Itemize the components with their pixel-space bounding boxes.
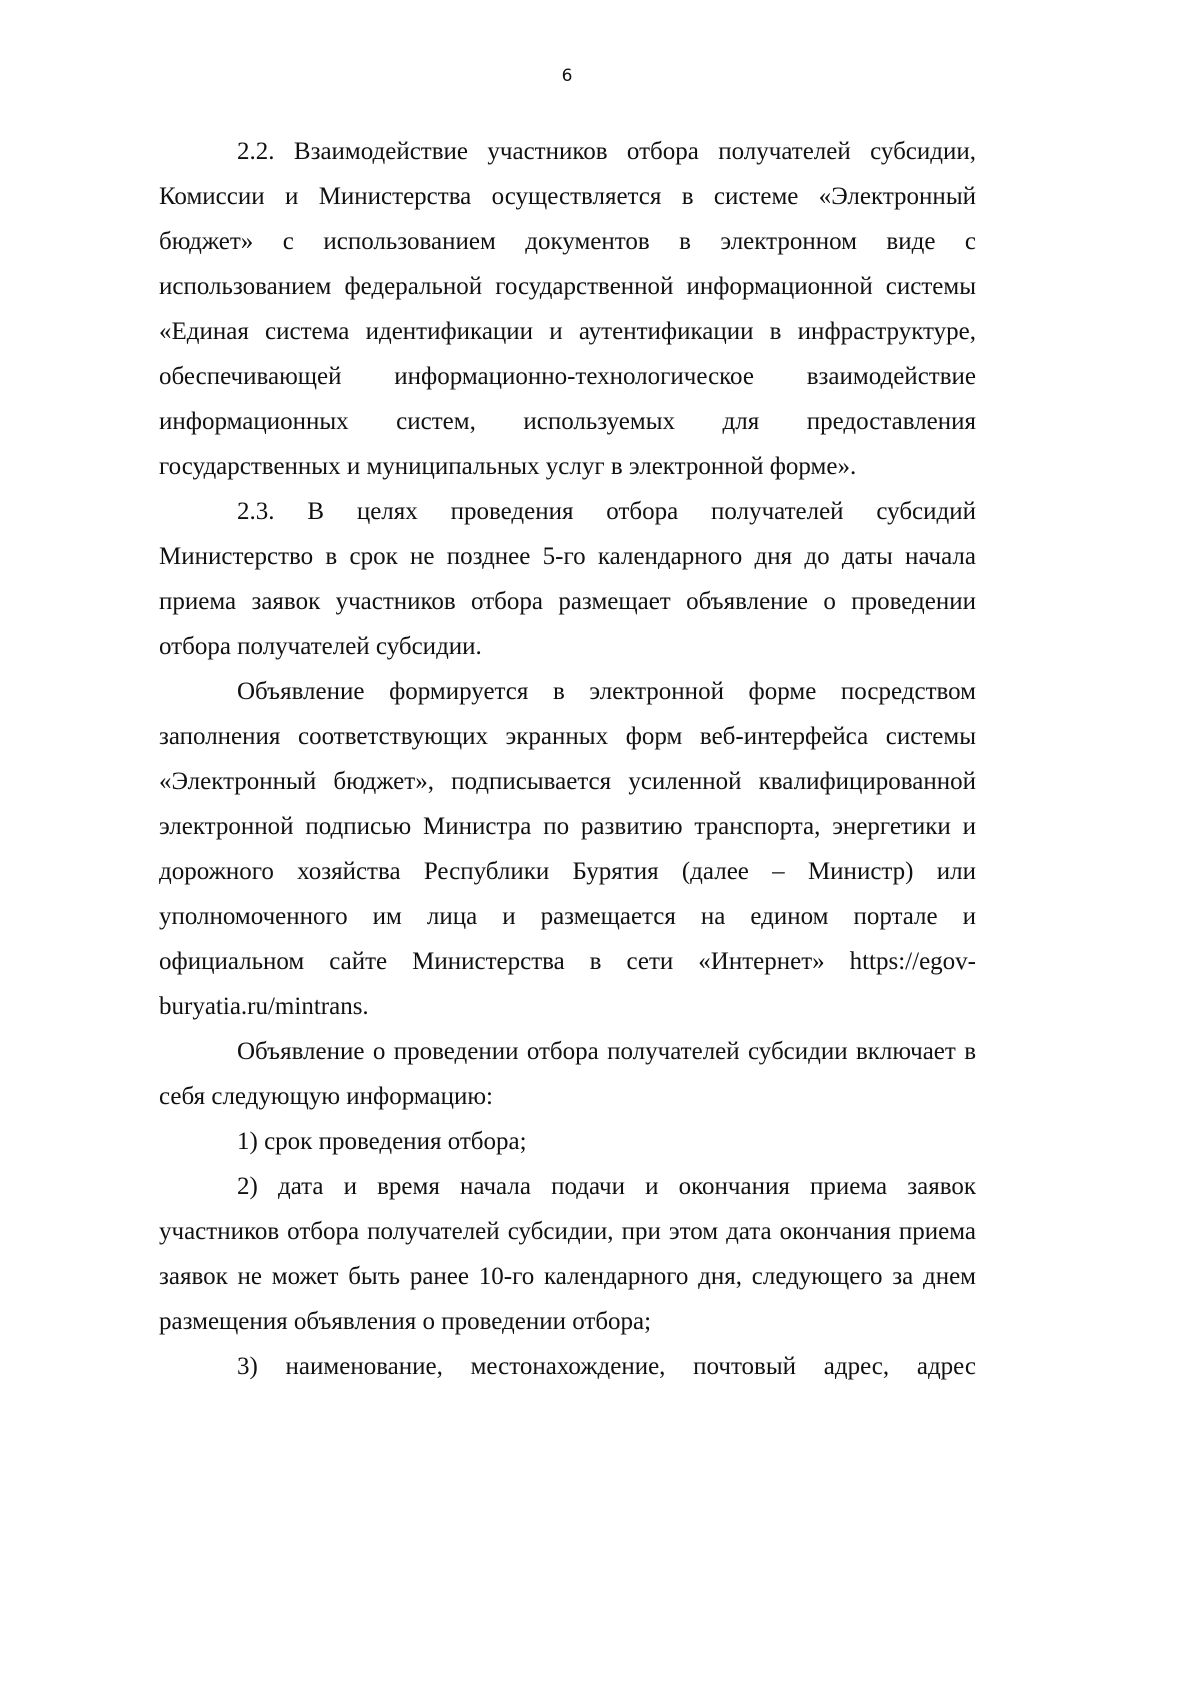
- paragraph-2-3: 2.3. В целях проведения отбора получателей субсидий Министерство в срок не позднее 5-го календарного дня до даты начала приема заявок участников отбора размещает объявление о проведении отбора получателей субсидии.: [159, 498, 976, 660]
- document-body: [159, 129, 976, 1389]
- page-number: 6: [561, 66, 573, 86]
- list-item-3: 3) наименование, местонахождение, почтовый адрес, адрес: [237, 1353, 976, 1380]
- paragraph-announcement-form: Объявление формируется в электронной форме посредством заполнения соответствующих экранных форм веб-интерфейса системы «Электронный бюджет», подписывается усиленной квалифицированной электронной подписью Министра по развитию транспорта, энергетики и дорожного хозяйства Республики Бурятия (далее – Министр) или уполномоченного им лица и размещается на едином портале и официальном сайте Министерства в сети «Интернет» https://egov-buryatia.ru/mintrans.: [159, 678, 976, 1020]
- list-item-2: 2) дата и время начала подачи и окончания приема заявок участников отбора получателей субсидии, при этом дата окончания приема заявок не может быть ранее 10-го календарного дня, следующего за днем размещения объявления о проведении отбора;: [159, 1173, 976, 1335]
- paragraph-2-2: 2.2. Взаимодействие участников отбора получателей субсидии, Комиссии и Министерства осуществляется в системе «Электронный бюджет» с использованием документов в электронном виде с использованием федеральной государственной информационной системы «Единая система идентификации и аутентификации в инфраструктуре, обеспечивающей информационно-технологическое взаимодействие информационных систем, используемых для предоставления государственных и муниципальных услуг в электронной форме».: [159, 138, 976, 480]
- list-item-1: 1) срок проведения отбора;: [237, 1128, 527, 1155]
- paragraph-announcement-info: Объявление о проведении отбора получателей субсидии включает в себя следующую информацию:: [159, 1038, 976, 1110]
